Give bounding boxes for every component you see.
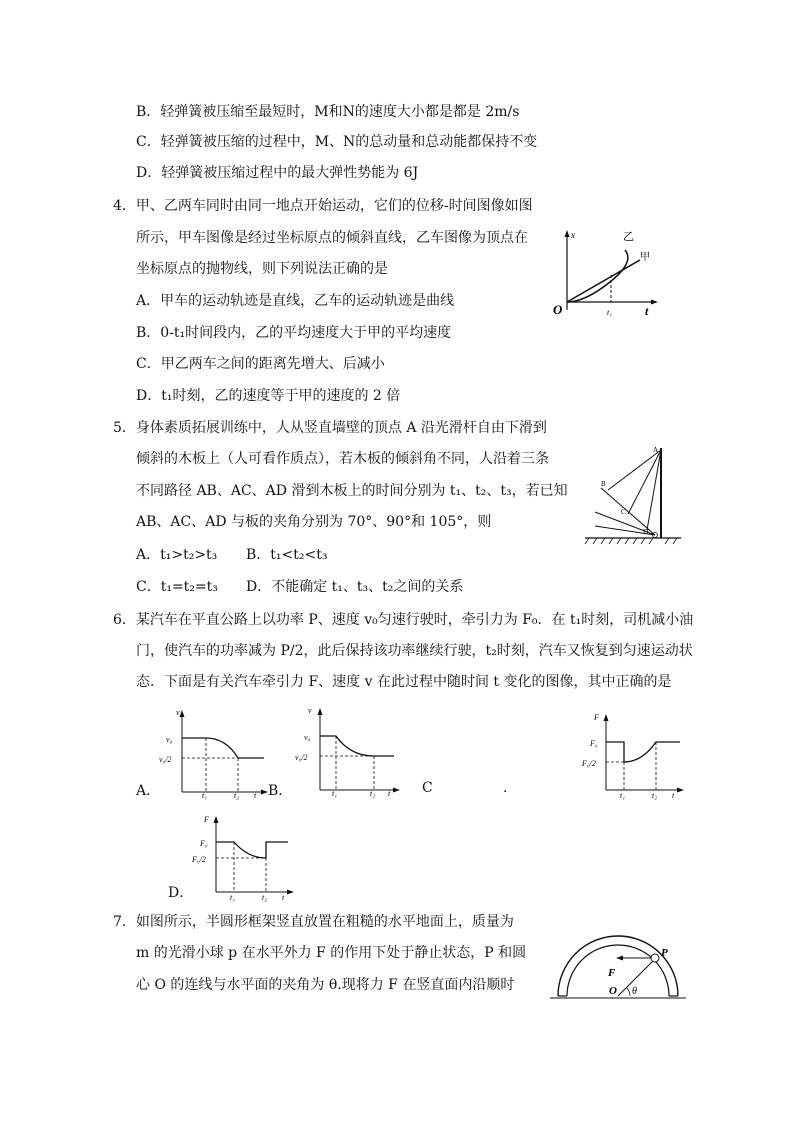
q6-c-t: t [672,791,675,800]
q6-option-b-label: B． [268,783,293,799]
q4-fig-t-label: t [645,304,649,318]
q7-semicircle-figure [548,922,688,1004]
q6-option-d-label: D． [168,885,194,901]
q3-option-c: C．轻弹簧被压缩的过程中，M、N的总动量和总动能都保持不变 [136,134,538,150]
q6-graph-b [290,698,405,798]
q6-graph-a [158,700,273,800]
q6-graph-c [580,708,690,800]
q6-b-v0: v₀ [304,733,311,742]
q7-fig-force-label: F [608,967,616,979]
q7-stem-line-2: m 的光滑小球 p 在水平外力 F 的作用下处于静止状态，P 和圆 [136,945,527,961]
q3-option-b: B．轻弹簧被压缩至最短时，M和N的速度大小都是都是 2m/s [136,104,520,120]
q6-c-f0: F₀ [590,739,598,748]
q4-fig-x-label: x [571,230,575,240]
q5-option-d: D．不能确定 t₁、t₃、t₂之间的关系 [246,579,464,595]
q7-fig-center-o-label: O [609,985,617,997]
q4-stem-line-1: 4．甲、乙两车同时由同一地点开始运动，它们的位移-时间图像如图 [113,198,533,214]
q6-a-axis-v: v [176,708,180,717]
q6-a-v0: v₀ [166,735,173,744]
q5-wall-incline-figure [583,440,683,550]
q4-fig-jia-label: 甲 [640,252,650,263]
q5-option-a: A．t₁>t₂>t₃ [136,547,218,563]
q6-option-c-label: C [422,780,433,796]
q6-b-v0half: v₀/2 [295,753,308,762]
q6-a-v0half: v₀/2 [159,755,172,764]
q3-option-d: D．轻弹簧被压缩过程中的最大弹性势能为 6J [136,165,419,181]
q7-fig-point-p-label: P [661,947,668,959]
q6-option-a-label: A． [136,783,161,799]
q4-position-time-figure [545,222,660,322]
q5-fig-label-c: C [621,508,626,516]
q4-fig-origin-label: O [553,302,563,317]
q6-stem-line-2: 门，使汽车的功率减为 P/2，此后保持该功率继续行驶，t₂时刻，汽车又恢复到匀速运动状 [136,643,693,659]
q4-option-d: D．t₁时刻，乙的速度等于甲的速度的 2 倍 [136,388,401,404]
q4-stem-line-3: 坐标原点的抛物线，则下列说法正确的是 [136,261,388,277]
q4-option-a: A．甲车的运动轨迹是直线，乙车的运动轨迹是曲线 [136,293,455,309]
q6-c-t2: t₂ [652,791,658,800]
q7-fig-theta-label: θ [632,986,637,997]
q5-stem-line-2: 倾斜的木板上（人可看作质点），若木板的倾斜角不同，人沿着三条 [136,451,549,467]
q6-b-t: t [388,789,391,798]
q5-option-c: C．t₁=t₂=t₃ [136,579,218,595]
q4-option-b: B．0-t₁时间段内，乙的平均速度大于甲的平均速度 [136,325,452,341]
q4-fig-yi-label: 乙 [623,231,634,243]
q6-c-t1: t₁ [620,791,626,800]
q6-a-t: t [254,791,257,800]
q6-d-f0half: F₀/2 [192,855,206,864]
q6-b-t1: t₁ [332,789,338,798]
q5-fig-label-b: B [601,480,606,488]
q4-fig-t1-label: t₁ [607,308,613,317]
q6-b-t2: t₂ [370,789,376,798]
q6-c-f0half: F₀/2 [582,759,596,768]
q6-a-t1: t₁ [202,791,208,800]
q6-a-t2: t₂ [234,791,240,800]
q5-stem-line-3: 不同路径 AB、AC、AD 滑到木板上的时间分别为 t₁、t₂、t₃，若已知 [136,483,568,499]
q4-stem-line-2: 所示，甲车图像是经过坐标原点的倾斜直线，乙车图像为顶点在 [136,230,528,246]
q6-b-axis-v: v [308,706,312,715]
q6-d-axis-f: F [204,815,209,824]
q6-d-t1: t₁ [230,893,236,902]
q6-stem-line-1: 6．某汽车在平直公路上以功率 P、速度 v₀匀速行驶时，牵引力为 F₀．在 t₁时刻，司机减小油 [113,612,694,628]
q7-stem-line-1: 7．如图所示，半圆形框架竖直放置在粗糙的水平地面上，质量为 [113,914,514,930]
q5-option-b: B．t₁<t₂<t₃ [246,547,328,563]
q6-stem-line-3: 态．下面是有关汽车牵引力 F、速度 v 在此过程中随时间 t 变化的图像，其中正确的是 [136,674,672,690]
q6-d-t2: t₂ [262,893,268,902]
q6-d-t: t [282,893,285,902]
q5-stem-line-1: 5．身体素质拓展训练中，人从竖直墙壁的顶点 A 沿光滑杆自由下滑到 [113,420,547,436]
q4-option-c: C．甲乙两车之间的距离先增大、后减小 [136,356,385,372]
q6-c-axis-f: F [594,713,599,722]
q5-fig-label-d: D [643,528,649,536]
q7-stem-line-3: 心 O 的连线与水平面的夹角为 θ.现将力 F 在竖直面内沿顺时 [136,977,515,993]
q5-stem-line-4: AB、AC、AD 与板的夹角分别为 70°、90°和 105°，则 [136,514,492,530]
q5-fig-label-a: A [653,446,659,454]
q6-option-c-dot: . [503,780,508,796]
q6-d-f0: F₀ [200,839,208,848]
q6-graph-d [190,810,300,902]
